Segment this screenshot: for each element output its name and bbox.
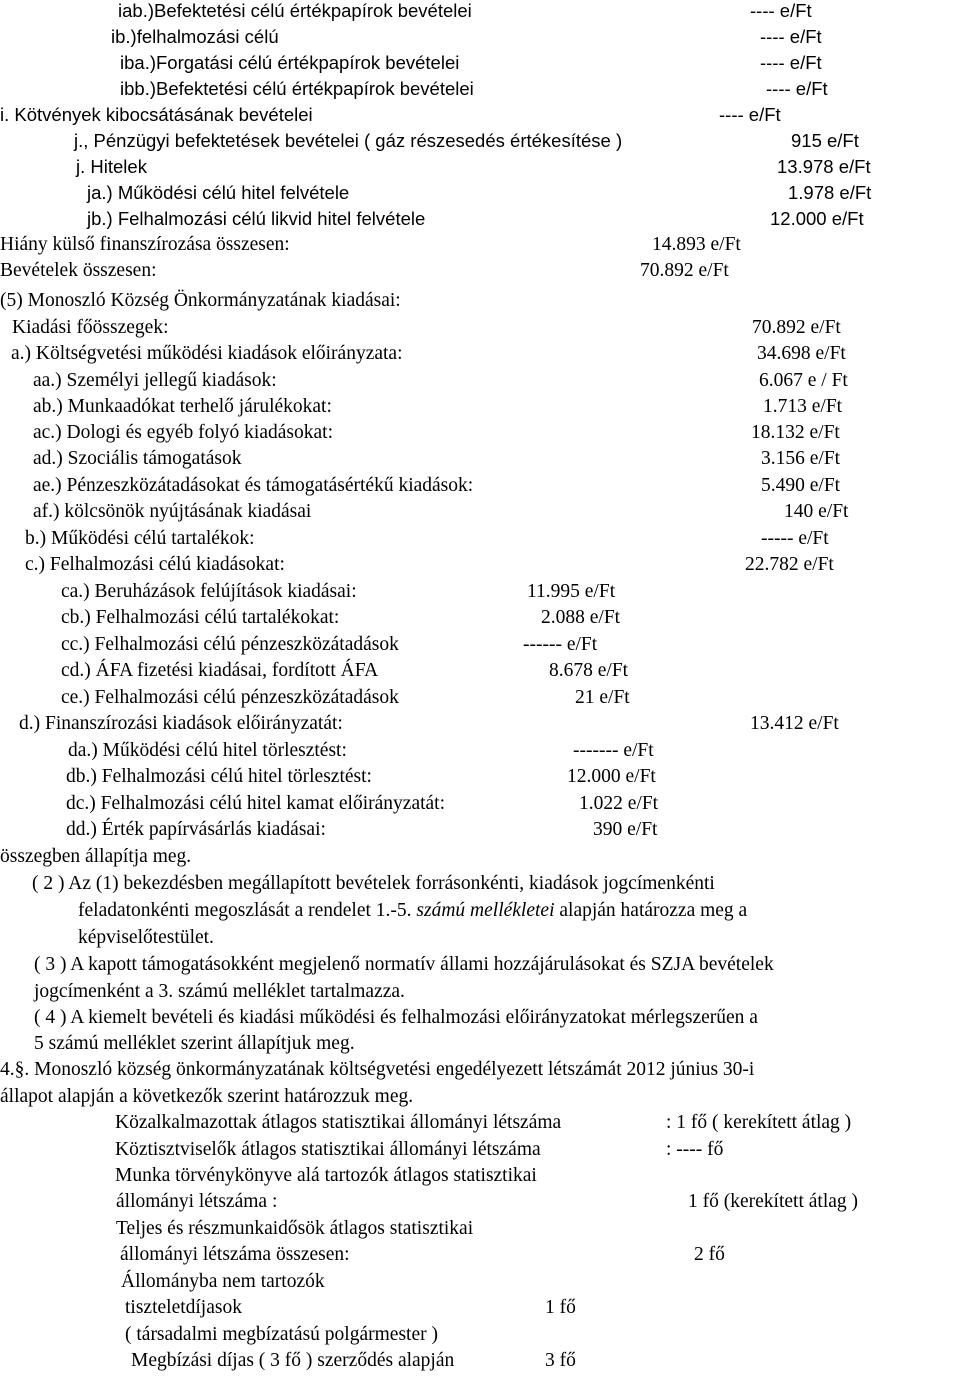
staff-value: : 1 fő ( kerekített átlag )	[666, 1112, 852, 1133]
staff-value: 1 fő (kerekített átlag )	[688, 1191, 859, 1212]
staff-label: Köztisztviselők átlagos statisztikai állományi létszáma	[115, 1139, 541, 1160]
expense-value: 140 e/Ft	[784, 501, 849, 522]
paragraph-italic-text: számú mellékletei	[416, 900, 555, 921]
staff-label: Közalkalmazottak átlagos statisztikai állományi létszáma	[115, 1112, 562, 1133]
expense-label: a.) Költségvetési működési kiadások előirányzata:	[11, 343, 403, 364]
expense-sub-label: db.) Felhalmozási célú hitel törlesztést:	[66, 766, 372, 787]
summary-label: Hiány külső finanszírozása összesen:	[0, 234, 290, 255]
expense-value: 70.892 e/Ft	[752, 317, 841, 338]
staff-label: Állományba nem tartozók	[121, 1271, 325, 1292]
expense-sub-value: 1.022 e/Ft	[579, 793, 659, 814]
income-item-value: ---- e/Ft	[719, 104, 781, 125]
expense-value: 34.698 e/Ft	[757, 343, 846, 364]
expense-sub-label: ce.) Felhalmozási célú pénzeszközátadások	[61, 687, 399, 708]
paragraph-line: 5 számú melléklet szerint állapítjuk meg.	[34, 1033, 355, 1054]
summary-value: 70.892 e/Ft	[640, 260, 729, 281]
expense-value: 1.713 e/Ft	[763, 396, 843, 417]
income-item-value: ---- e/Ft	[760, 52, 822, 73]
staff-value: 3 fő	[545, 1350, 576, 1371]
income-item-value: ---- e/Ft	[766, 78, 828, 99]
expense-sub-label: dd.) Érték papírvásárlás kiadásai:	[66, 819, 326, 840]
expense-sub-value: ------ e/Ft	[523, 634, 598, 655]
summary-value: 14.893 e/Ft	[652, 234, 741, 255]
paragraph-line	[78, 898, 747, 924]
income-item-value: 13.978 e/Ft	[777, 156, 871, 177]
staff-label: állományi létszáma összesen:	[120, 1244, 350, 1265]
expense-value: 3.156 e/Ft	[761, 448, 841, 469]
staff-label: Munka törvénykönyve alá tartozók átlagos statisztikai	[115, 1165, 537, 1186]
income-item-label: jb.) Felhalmozási célú likvid hitel felvétele	[87, 208, 426, 229]
expense-label: ae.) Pénzeszközátadásokat és támogatásértékű kiadások:	[33, 475, 474, 496]
paragraph-line: jogcímenként a 3. számú melléklet tartalmazza.	[34, 981, 405, 1002]
expense-sub-label: cb.) Felhalmozási célú tartalékokat:	[61, 607, 340, 628]
section4-line: állapot alapján a következők szerint határozzuk meg.	[0, 1086, 414, 1107]
expense-sub-label: dc.) Felhalmozási célú hitel kamat előirányzatát:	[66, 793, 446, 814]
expense-sub-value: 390 e/Ft	[593, 819, 658, 840]
expense-value: 6.067 e / Ft	[759, 370, 848, 391]
expense-value: 18.132 e/Ft	[751, 422, 840, 443]
expense-label: ad.) Szociális támogatások	[33, 448, 242, 469]
section5-title: (5) Monoszló Község Önkormányzatának kiadásai:	[0, 290, 401, 311]
expense-value: ----- e/Ft	[761, 528, 829, 549]
staff-value: 2 fő	[694, 1244, 725, 1265]
income-item-value: ---- e/Ft	[760, 26, 822, 47]
expense-sub-label: cd.) ÁFA fizetési kiadásai, fordított ÁFA	[61, 660, 379, 681]
expense-sub-label: da.) Működési célú hitel törlesztést:	[68, 740, 347, 761]
closing-line: összegben állapítja meg.	[0, 846, 192, 867]
income-item-label: j., Pénzügyi befektetések bevételei ( gáz részesedés értékesítése )	[74, 130, 623, 151]
expense-sub-value: 8.678 e/Ft	[549, 660, 629, 681]
staff-value: 1 fő	[545, 1297, 576, 1318]
expense-sub-value: ------- e/Ft	[573, 740, 654, 761]
staff-label: tiszteletdíjasok	[125, 1297, 242, 1318]
staff-label: állományi létszáma :	[116, 1191, 278, 1212]
expense-label: b.) Működési célú tartalékok:	[25, 528, 255, 549]
expense-value: 13.412 e/Ft	[750, 713, 839, 734]
expense-label: af.) kölcsönök nyújtásának kiadásai	[33, 501, 312, 522]
income-item-label: iba.)Forgatási célú értékpapírok bevételei	[120, 52, 460, 73]
section4-line: 4.§. Monoszló község önkormányzatának költségvetési engedélyezett létszámát 2012 június 30-i	[0, 1059, 755, 1080]
expense-value: 22.782 e/Ft	[745, 554, 834, 575]
expense-sub-value: 12.000 e/Ft	[567, 766, 656, 787]
income-item-label: iab.)Befektetési célú értékpapírok bevételei	[118, 0, 472, 21]
expense-label: d.) Finanszírozási kiadások előirányzatát:	[19, 713, 343, 734]
expense-sub-label: ca.) Beruházások felújítások kiadásai:	[61, 581, 357, 602]
expense-label: ab.) Munkaadókat terhelő járulékokat:	[33, 396, 332, 417]
staff-value: : ---- fő	[666, 1139, 724, 1160]
expense-sub-value: 11.995 e/Ft	[527, 581, 616, 602]
staff-label: ( társadalmi megbízatású polgármester )	[125, 1324, 438, 1345]
paragraph-line: ( 3 ) A kapott támogatásokként megjelenő normatív állami hozzájárulásokat és SZJA bevételek	[34, 954, 774, 975]
staff-label: Megbízási díjas ( 3 fő ) szerződés alapján	[131, 1350, 455, 1371]
staff-label: Teljes és részmunkaidősök átlagos statisztikai	[116, 1218, 474, 1239]
expense-label: aa.) Személyi jellegű kiadások:	[33, 370, 277, 391]
expense-label: Kiadási főösszegek:	[12, 317, 169, 338]
paragraph-line: képviselőtestület.	[78, 927, 214, 948]
expense-label: c.) Felhalmozási célú kiadásokat:	[25, 554, 285, 575]
income-item-label: i. Kötvények kibocsátásának bevételei	[0, 104, 313, 125]
income-item-value: 12.000 e/Ft	[770, 208, 864, 229]
income-item-label: ib.)felhalmozási célú	[111, 26, 279, 47]
paragraph-line: ( 4 ) A kiemelt bevételi és kiadási működési és felhalmozási előirányzatokat mérlegszerűen a	[34, 1007, 758, 1028]
paragraph-text: alapján határozza meg a	[554, 900, 748, 921]
income-item-label: j. Hitelek	[76, 156, 147, 177]
expense-sub-value: 21 e/Ft	[575, 687, 630, 708]
income-item-value: 915 e/Ft	[791, 130, 859, 151]
income-item-value: 1.978 e/Ft	[788, 182, 872, 203]
paragraph-line: ( 2 ) Az (1) bekezdésben megállapított bevételek forrásonkénti, kiadások jogcímenkénti	[32, 873, 715, 894]
expense-sub-value: 2.088 e/Ft	[541, 607, 621, 628]
paragraph-text: feladatonkénti megoszlását a rendelet 1.-5.	[78, 900, 417, 921]
income-item-label: ibb.)Befektetési célú értékpapírok bevételei	[120, 78, 474, 99]
summary-label: Bevételek összesen:	[0, 260, 157, 281]
expense-label: ac.) Dologi és egyéb folyó kiadásokat:	[33, 422, 333, 443]
expense-value: 5.490 e/Ft	[761, 475, 841, 496]
income-item-value: ---- e/Ft	[750, 0, 812, 21]
expense-sub-label: cc.) Felhalmozási célú pénzeszközátadások	[61, 634, 399, 655]
income-item-label: ja.) Működési célú hitel felvétele	[87, 182, 350, 203]
